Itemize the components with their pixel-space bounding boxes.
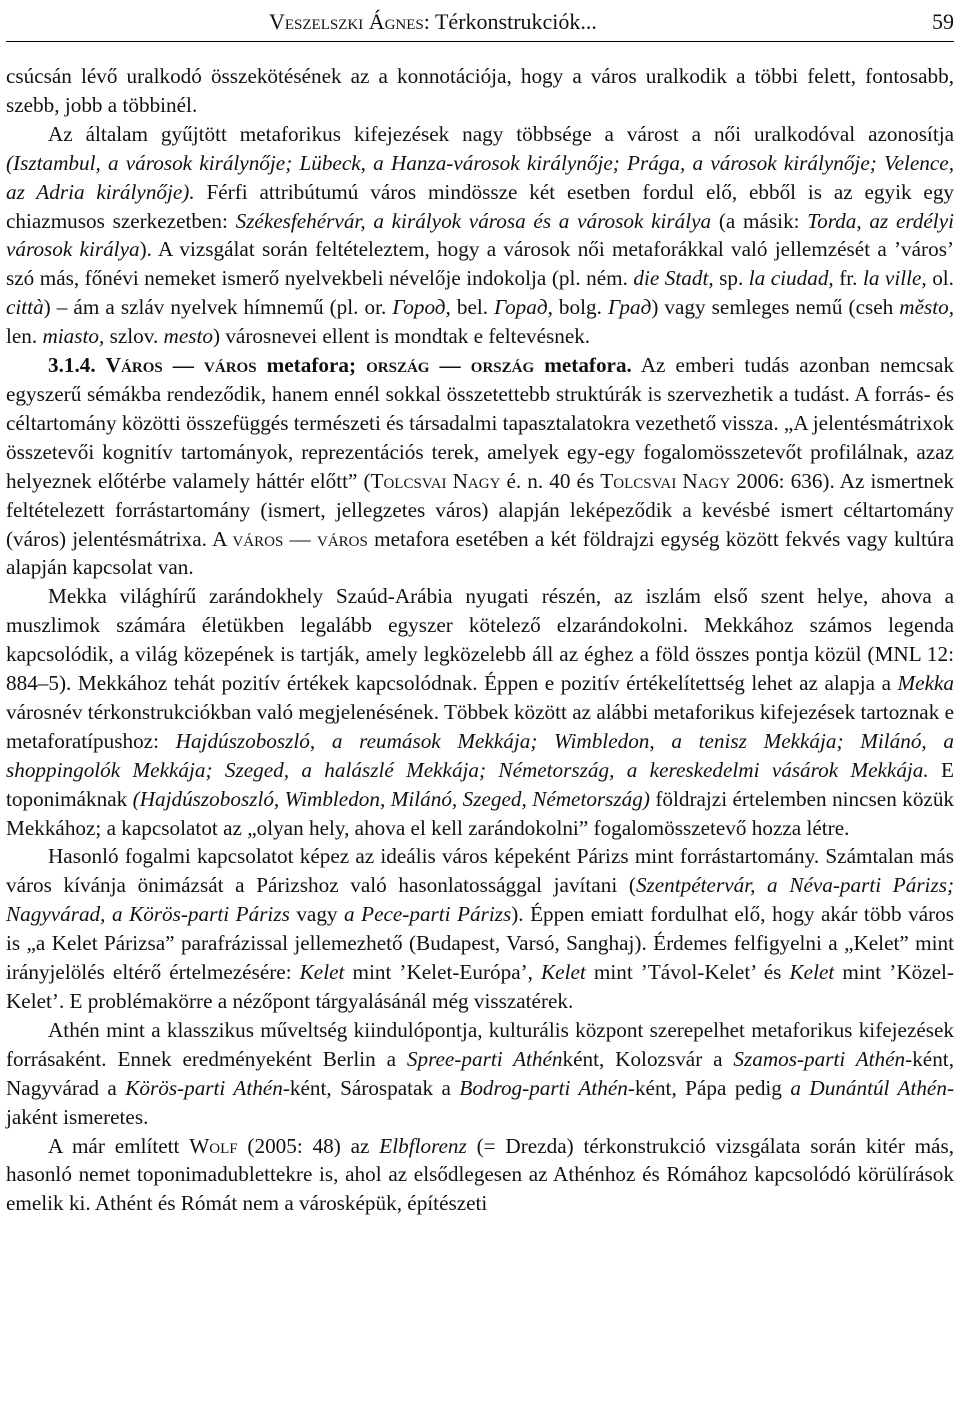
- text-run: -ként, Sárospatak a: [282, 1075, 460, 1100]
- text-run: Az emberi tudás azonban nemcsak egyszerű sémákba rendeződik, hanem ennél sokkal összetettebb struktúrák is szervezhetik a tudást. A forrás- és céltartomány közötti összefüggés természeti és társadalmi tapasztalatokra vezethető vissza. „A jelentésmátrixok összetevői kognitív tartományok, reprezentációs terek, amelyek egy-egy fogalomösszetevőt profilálnak, azaz helyeznek előtérbe valamely háttér előtt” (: [6, 353, 955, 493]
- text-run: len.: [6, 324, 43, 349]
- text-run: ). Éppen emiatt fordulhat elő, hogy akár több város is „a Kelet Párizsa” parafrázissal jellemezhető (Budapest, Varsó, Sanghaj). Érdemes felfigyelni a „Kelet” mint irányjelölés eltérő értelmezésére:: [6, 902, 954, 985]
- text-run: sp.: [713, 266, 749, 291]
- text-run: -jaként ismeretes.: [6, 1075, 954, 1129]
- text-run: ként, Kolozsvár a: [562, 1046, 734, 1071]
- text-run: la ville,: [862, 266, 927, 291]
- text-run: -ként, Nagyvárad a: [6, 1046, 954, 1100]
- text-run: die Stadt,: [633, 266, 714, 291]
- text-run: Город,: [392, 295, 451, 320]
- running-header: [6, 5, 954, 42]
- header-title: : Térkonstrukciók...: [423, 9, 597, 34]
- text-run: mesto: [163, 324, 213, 349]
- text-run: Szamos-parti Athén: [733, 1046, 906, 1071]
- paragraph: [6, 842, 954, 1015]
- text-run: (= Drezda) térkonstrukció vizsgálata során kitér más, hasonló nemet toponimadublettekre is, ahol az elsődlegesen az Athénhoz és Rómához kapcsolódó körülírások emelik ki. Athént és Rómát nem a városképük, építészeti: [6, 1133, 955, 1216]
- paragraph: [6, 120, 954, 351]
- text-run: vagy: [289, 902, 345, 927]
- text-run: miasto,: [42, 324, 105, 349]
- text-run: Kelet: [299, 960, 345, 985]
- text-run: mint ’Távol-Kelet’ és: [585, 960, 790, 985]
- text-run: metafora esetében a két földrajzi egység között fekvés vagy kultúra alapján kapcsolat van.: [6, 526, 954, 580]
- text-run: ) városnevei ellent is mondtak e feltevésnek.: [212, 324, 591, 349]
- text-run: Tolcsvai Nagy: [370, 468, 501, 493]
- text-run: fr.: [833, 266, 863, 291]
- body-text: [6, 62, 954, 1218]
- text-run: la ciudad,: [748, 266, 834, 291]
- text-run: E toponimáknak: [6, 757, 954, 811]
- text-run: Kelet: [789, 960, 835, 985]
- text-run: A már említett: [48, 1133, 190, 1158]
- text-run: Spree-parti Athén: [406, 1046, 563, 1071]
- text-run: (Hajdúszoboszló, Wimbledon, Milánó, Szeged, Németország): [132, 786, 650, 811]
- text-run: bel.: [450, 295, 495, 320]
- text-run: Torda, az erdélyi városok királya: [6, 208, 954, 262]
- header-author: Veszelszki Ágnes: [269, 9, 424, 34]
- text-run: városnév térkonstrukciókban való megjelenésének. Többek között az alábbi metaforikus kifejezések tartoznak e metaforatípushoz:: [6, 699, 954, 753]
- paragraph: [6, 582, 954, 842]
- page-number: 59: [932, 9, 954, 34]
- text-run: -ként, Pápa pedig: [627, 1075, 791, 1100]
- text-run: Elbflorenz: [379, 1133, 467, 1158]
- text-run: Szentpétervár, a Néva-parti Párizs; Nagyvárad, a Körös-parti Párizs: [6, 873, 954, 927]
- text-run: város — város: [232, 526, 368, 551]
- text-run: 2006: 636). Az ismertnek feltételezett forrástartomány (ismert, jellegzetes város) alapján leképeződik a kevésbé ismert céltartomány (város) jelentésmátrixa. A: [6, 468, 955, 551]
- text-run: città: [6, 295, 44, 320]
- text-run: Kelet: [541, 960, 586, 985]
- text-run: Férfi attribútumú város mindössze két esetben fordul elő, ebből is az egyik egy chiazmusos szerkezetben:: [6, 179, 955, 233]
- text-run: Athén mint a klasszikus műveltség kiindulópontja, kulturális központ szerepelhet metaforikus kifejezések forrásaként. Ennek eredményeként Berlin a: [6, 1017, 954, 1071]
- text-run: ol.: [926, 266, 954, 291]
- text-run: mint ’Kelet-Európa’,: [344, 960, 542, 985]
- text-run: město,: [899, 295, 955, 320]
- text-run: é. n. 40 és: [500, 468, 601, 493]
- text-run: (a másik:: [711, 208, 808, 233]
- paragraph: [6, 1016, 954, 1132]
- text-run: ) – ám a szláv nyelvek hímnemű (pl. or.: [43, 295, 393, 320]
- text-run: csúcsán lévő uralkodó összekötésének az a konnotációja, hogy a város uralkodik a többi felett, fontosabb, szebb, jobb a többinél.: [6, 64, 954, 117]
- header-author-title: [269, 5, 597, 39]
- text-run: bolg.: [552, 295, 608, 320]
- text-run: (2005: 48) az: [237, 1133, 380, 1158]
- paragraph: [6, 351, 954, 582]
- text-run: Az általam gyűjtött metaforikus kifejezések nagy többsége a várost a női uralkodóval azonosítja: [48, 121, 954, 146]
- text-run: Város — város: [105, 353, 257, 378]
- text-run: ) vagy semleges nemű (cseh: [651, 295, 900, 320]
- text-run: Körös-parti Athén: [125, 1075, 283, 1100]
- paragraph: [6, 1132, 954, 1219]
- text-run: Град: [607, 295, 652, 320]
- text-run: Bodrog-parti Athén: [459, 1075, 628, 1100]
- paragraph: [6, 62, 954, 120]
- text-run: (Isztambul, a városok királynője; Lübeck, a Hanza-városok királynője; Prága, a városok királynője; Velence, az Adria királynője).: [6, 150, 954, 204]
- text-run: metafora.: [534, 353, 632, 378]
- text-run: Горад,: [494, 295, 553, 320]
- text-run: Hasonló fogalmi kapcsolatot képez az ideális város képeként Párizs mint forrástartomány. Számtalan más város kívánja önimázsát a Párizshoz való hasonlatossággal javítani (: [6, 844, 954, 898]
- text-run: Mekka: [897, 671, 954, 696]
- text-run: Székesfehérvár, a királyok városa és a városok királya: [235, 208, 712, 233]
- text-run: metafora;: [256, 353, 367, 378]
- text-run: szlov.: [104, 324, 164, 349]
- text-run: a Pece-parti Párizs: [344, 902, 512, 927]
- text-run: Tolcsvai Nagy: [600, 468, 731, 493]
- text-run: 3.1.4.: [48, 353, 106, 378]
- text-run: mint ’Közel-Kelet’. E problémakörre a nézőpont tárgyalásánál még visszatérek.: [6, 960, 954, 1013]
- text-run: a Dunántúl Athén: [790, 1075, 947, 1100]
- text-run: ). A vizsgálat során feltételeztem, hogy a városok női metaforákkal való jellemzését a ’város’ szó más, főnévi nemeket ismerő nyelvekbeli névelője indokolja (pl. ném.: [6, 237, 955, 291]
- text-run: Mekka világhírű zarándokhely Szaúd-Arábia nyugati részén, az iszlám első szent helye, ahova a muszlimok számára életükben legalább egyszer kötelező elzarándokolni. Mekkához számos legenda kapcsolódik, a világ közepének is tartják, amely legközelebb áll az éghez a föld összes pontja közül (MNL 12: 884–5). Mekkához tehát pozitív értékek kapcsolódnak. Éppen e pozitív értékelítettség lehet az alapja a: [6, 584, 954, 696]
- text-run: földrajzi értelemben nincsen közük Mekkához; a kapcsolatot az „olyan hely, ahova el kell zarándokolni” fogalomösszetevő hozza létre.: [6, 786, 955, 840]
- text-run: Wolf: [189, 1133, 238, 1158]
- text-run: ország — ország: [366, 353, 535, 378]
- text-run: Hajdúszoboszló, a reumások Mekkája; Wimbledon, a tenisz Mekkája; Milánó, a shoppingolók Mekkája; Szeged, a halászlé Mekkája; Németország, a kereskedelmi vásárok Mekkája.: [6, 728, 955, 782]
